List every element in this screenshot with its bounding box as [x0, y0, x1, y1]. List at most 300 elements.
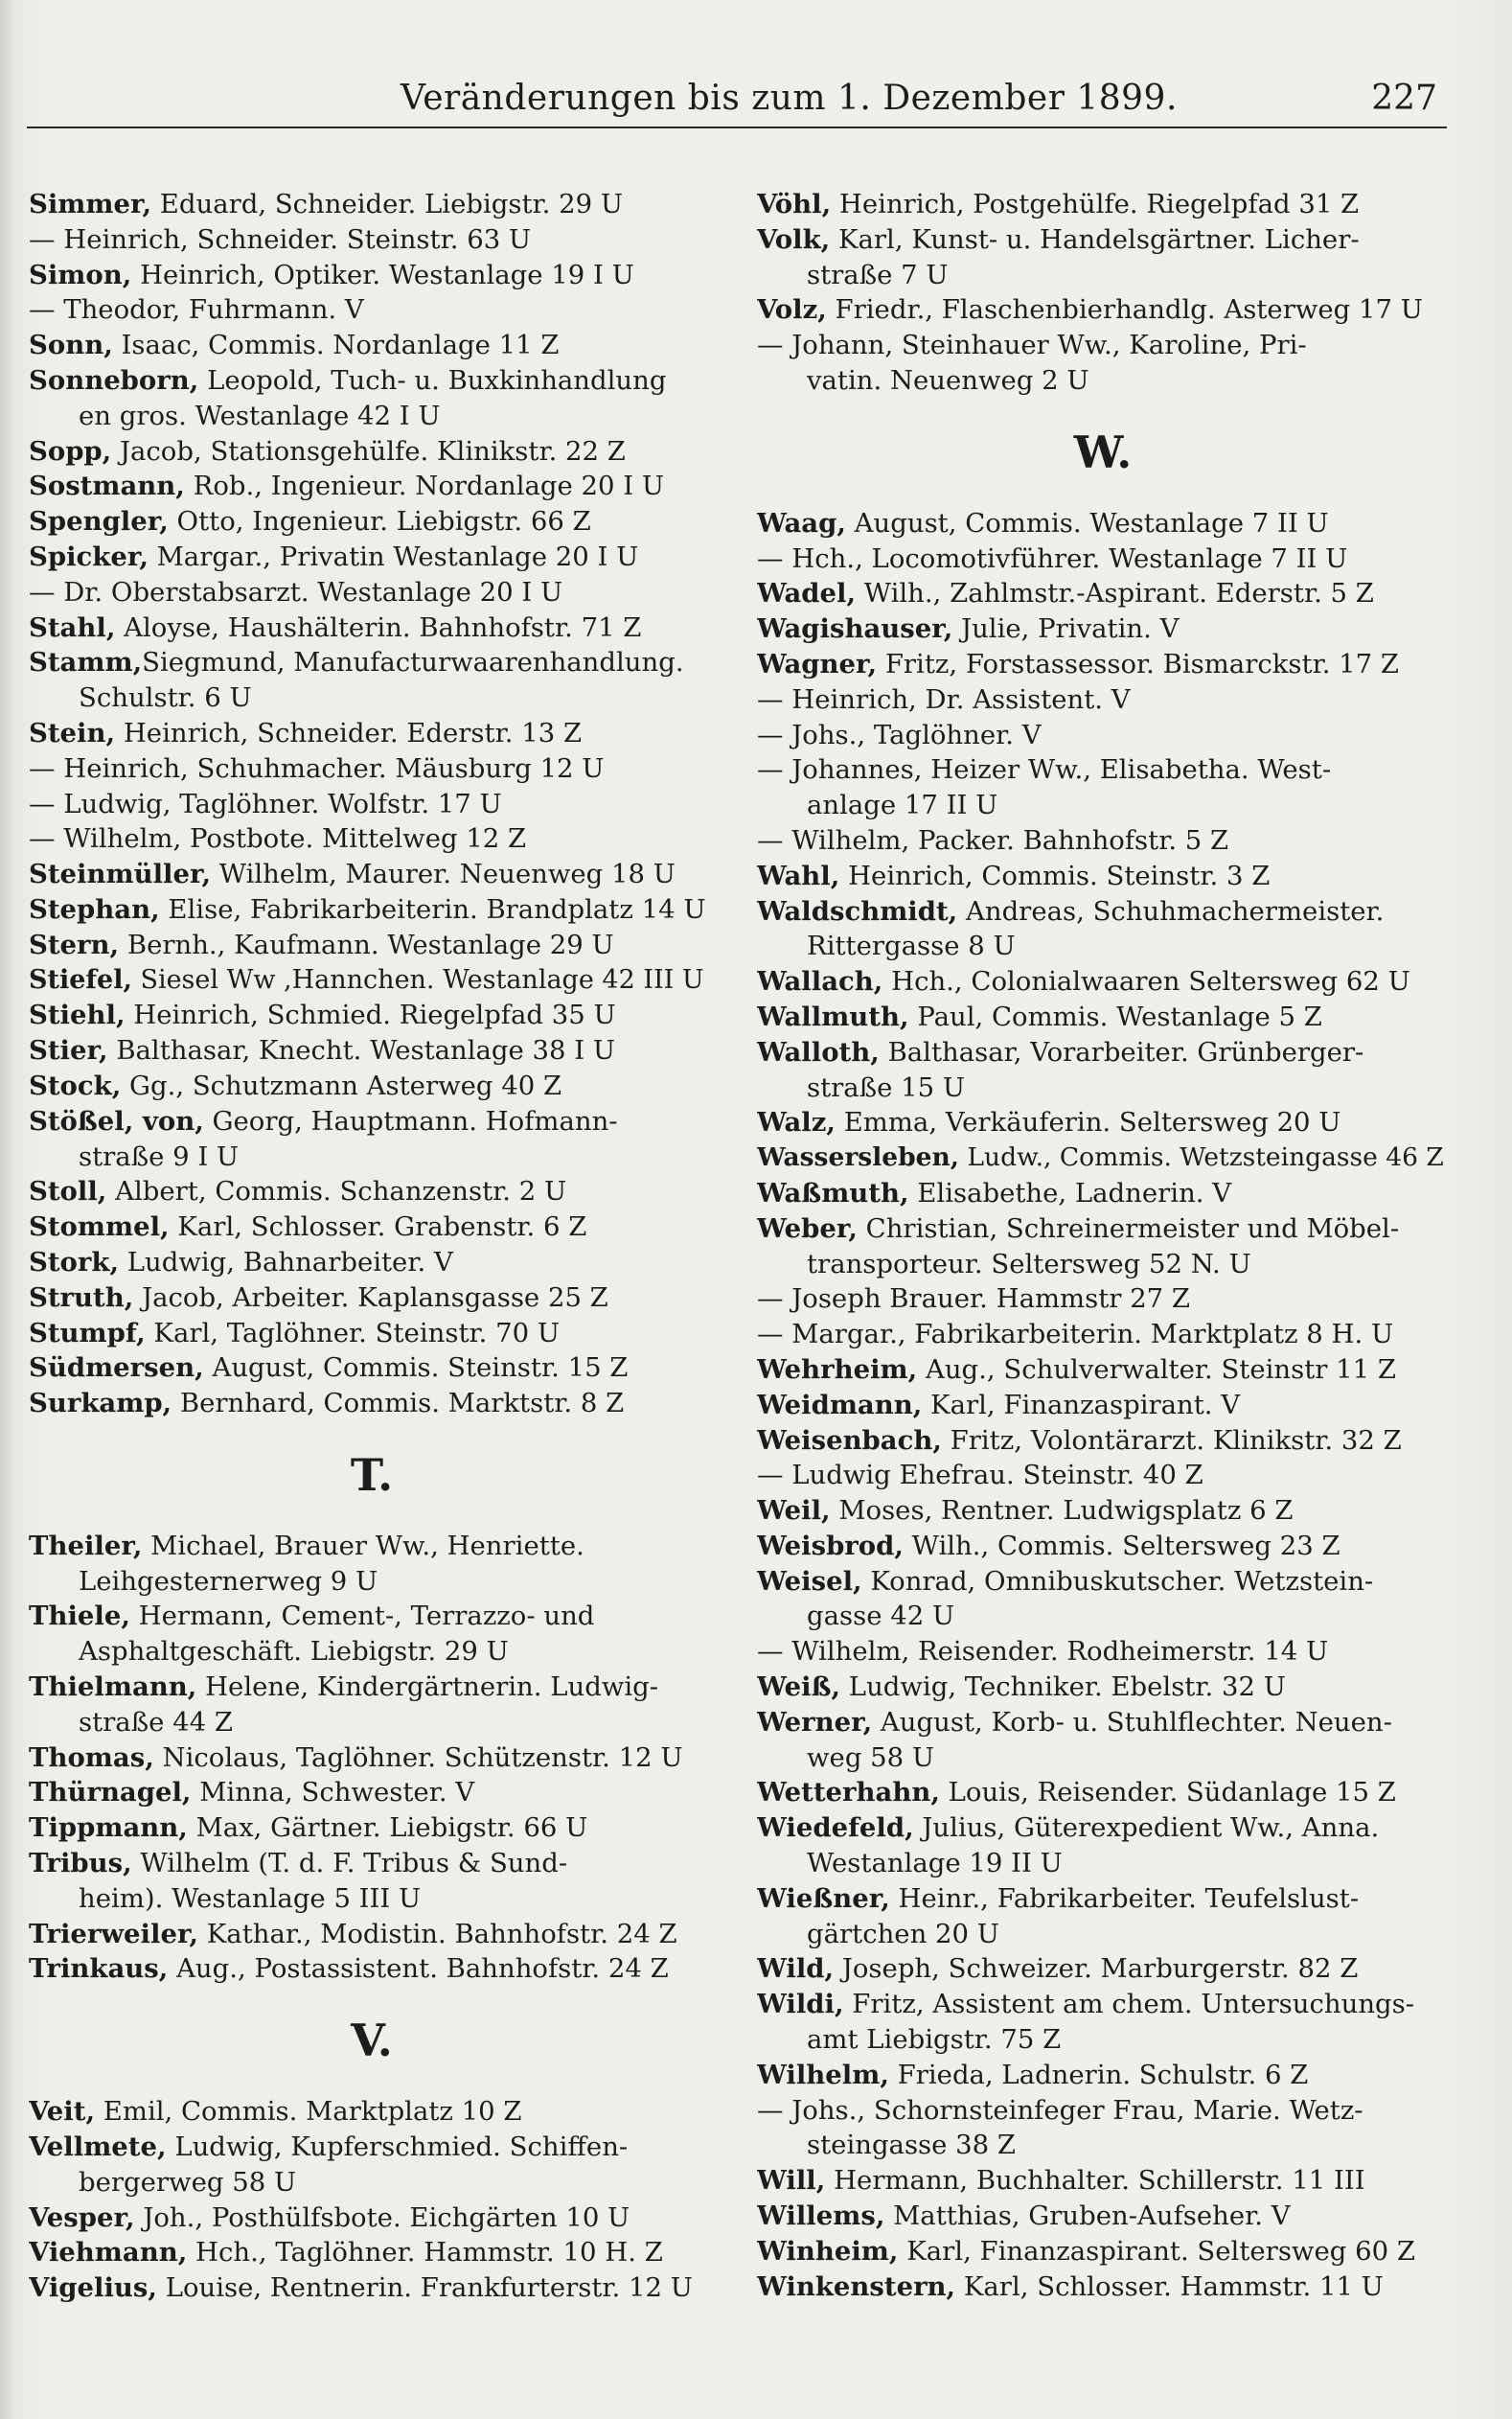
directory-entry [757, 2058, 1449, 2093]
entry-surname: Stahl, [29, 611, 116, 643]
entry-details: Heinrich, Commis. Steinstr. 3 Z [839, 860, 1271, 891]
entry-continuation [757, 1247, 1449, 1282]
directory-entry [757, 1775, 1449, 1810]
directory-entry [757, 1810, 1449, 1846]
directory-entry [757, 2163, 1449, 2199]
directory-entry [757, 1000, 1449, 1035]
entry-surname: Wagishauser, [757, 613, 953, 645]
directory-entry [29, 716, 715, 751]
directory-entry [757, 1493, 1449, 1529]
entry-surname: Struth, [29, 1281, 134, 1313]
directory-entry [29, 1951, 715, 1987]
entry-details: Wilhelm (T. d. F. Tribus & Sund- [131, 1848, 568, 1879]
entry-surname: Trinkaus, [29, 1953, 169, 1985]
entry-surname: Thiele, [29, 1601, 130, 1632]
entry-surname: Stiehl, [29, 1000, 126, 1031]
directory-entry [757, 647, 1449, 682]
directory-entry [757, 1458, 1449, 1493]
entry-surname: Veit, [29, 2096, 96, 2128]
entry-details: Frieda, Ladnerin. Schulstr. 6 Z [888, 2059, 1309, 2090]
entry-details: Bernh., Kaufmann. Westanlage 29 U [119, 929, 614, 960]
entry-details: Balthasar, Vorarbeiter. Grünberger- [879, 1036, 1364, 1068]
directory-entry [29, 998, 715, 1033]
entry-surname: Wehrheim, [757, 1353, 918, 1385]
entry-surname: Thielmann, [29, 1671, 197, 1703]
directory-entry [757, 823, 1449, 859]
entry-details: Emil, Commis. Marktplatz 10 Z [95, 2096, 522, 2128]
entry-surname: Vesper, [29, 2201, 135, 2233]
entry-surname: Weil, [757, 1495, 831, 1527]
entry-details: Louis, Reisender. Südanlage 15 Z [939, 1777, 1396, 1808]
entry-surname: Sopp, [29, 435, 112, 467]
directory-entry [29, 1740, 715, 1776]
entry-surname: Weisbrod, [757, 1530, 904, 1561]
directory-entry [29, 1033, 715, 1069]
entry-details: Fritz, Forstassessor. Bismarckstr. 17 Z [877, 648, 1400, 680]
entry-surname: Wadel, [757, 578, 857, 610]
entry-details: — Heinrich, Dr. Assistent. V [757, 683, 1131, 715]
directory-entry [757, 1140, 1449, 1176]
entry-details: gasse 42 U [807, 1601, 955, 1632]
directory-entry [29, 2200, 715, 2236]
entry-surname: Stern, [29, 929, 120, 960]
directory-entry [757, 2093, 1449, 2129]
entry-surname: Volz, [757, 294, 827, 326]
directory-entry [29, 575, 715, 611]
entry-surname: Stommel, [29, 1211, 170, 1243]
entry-continuation [29, 1705, 715, 1740]
entry-details: Joh., Posthülfsbote. Eichgärten 10 U [134, 2201, 630, 2233]
entry-details: Karl, Kunst- u. Handelsgärtner. Licher- [830, 223, 1360, 255]
entry-details: Siesel Ww ,Hannchen. Westanlage 42 III U [131, 964, 704, 995]
directory-entry [29, 292, 715, 328]
directory-entry [757, 1281, 1449, 1317]
directory-entry [757, 576, 1449, 611]
entry-details: Karl, Finanzaspirant. V [922, 1389, 1241, 1420]
directory-entry [757, 718, 1449, 753]
entry-details: Elise, Fabrikarbeiterin. Brandplatz 14 U [159, 893, 706, 925]
entry-details: amt Liebigstr. 75 Z [807, 2024, 1062, 2056]
entry-continuation [757, 929, 1449, 964]
entry-surname: Surkamp, [29, 1388, 172, 1419]
directory-entry [29, 1316, 715, 1351]
entry-details: Matthias, Gruben-Aufseher. V [884, 2200, 1291, 2232]
directory-entry [29, 1350, 715, 1386]
entry-details: Gg., Schutzmann Asterweg 40 Z [121, 1070, 562, 1101]
entry-details: heim). Westanlage 5 III U [79, 1882, 422, 1914]
directory-entry [29, 1245, 715, 1280]
entry-details: Andreas, Schuhmachermeister. [957, 895, 1385, 927]
directory-entry [757, 2269, 1449, 2305]
directory-entry [757, 752, 1449, 788]
directory-entry [29, 1104, 715, 1140]
entry-surname: Walloth, [757, 1036, 880, 1068]
entry-surname: Wilhelm, [757, 2059, 889, 2090]
entry-details: Georg, Hauptmann. Hofmann- [203, 1105, 618, 1137]
entry-surname: Willems, [757, 2200, 885, 2232]
entry-surname: Thomas, [29, 1741, 154, 1773]
entry-details: Moses, Rentner. Ludwigsplatz 6 Z [830, 1495, 1294, 1527]
directory-entry [29, 963, 715, 999]
entry-surname: Wallmuth, [757, 1001, 909, 1032]
entry-details: — Hch., Locomotivführer. Westanlage 7 II U [757, 542, 1348, 574]
entry-details: — Johs., Taglöhner. V [757, 719, 1042, 750]
entry-surname: Vigelius, [29, 2272, 157, 2304]
entry-surname: Waßmuth, [757, 1177, 909, 1209]
directory-entry [757, 187, 1449, 222]
entry-surname: Stumpf, [29, 1317, 146, 1348]
entry-continuation [757, 2022, 1449, 2058]
directory-entry [29, 611, 715, 646]
entry-details: Ludwig, Bahnarbeiter. V [119, 1246, 453, 1278]
entry-details: Elisabethe, Ladnerin. V [908, 1177, 1232, 1209]
entry-surname: Waag, [757, 507, 846, 539]
entry-details: Christian, Schreinermeister und Möbel- [857, 1212, 1400, 1244]
directory-entry [29, 1846, 715, 1881]
entry-details: Fritz, Volontärarzt. Klinikstr. 32 Z [941, 1424, 1402, 1456]
right-column [757, 187, 1449, 2304]
entry-details: Westanlage 19 II U [807, 1848, 1063, 1879]
directory-entry [757, 1705, 1449, 1740]
entry-details: Hermann, Cement-, Terrazzo- und [129, 1601, 595, 1632]
entry-details: — Johs., Schornsteinfeger Frau, Marie. Wetz- [757, 2094, 1363, 2126]
directory-entry [29, 2094, 715, 2130]
directory-entry [29, 328, 715, 363]
entry-surname: Stiefel, [29, 964, 132, 995]
entry-details: — Johannes, Heizer Ww., Elisabetha. West- [757, 754, 1332, 786]
entry-details: August, Korb- u. Stuhlflechter. Neuen- [872, 1706, 1392, 1738]
directory-entry [29, 787, 715, 822]
left-column [29, 187, 715, 2306]
entry-details: Isaac, Commis. Nordanlage 11 Z [112, 330, 560, 361]
entry-details: straße 7 U [807, 259, 949, 290]
entry-continuation [757, 788, 1449, 823]
directory-entry [757, 1388, 1449, 1423]
entry-details: Schulstr. 6 U [79, 682, 252, 714]
entry-details: Michael, Brauer Ww., Henriette. [142, 1530, 584, 1561]
entry-continuation [29, 1634, 715, 1670]
entry-details: — Wilhelm, Packer. Bahnhofstr. 5 Z [757, 824, 1229, 856]
entry-surname: Tippmann, [29, 1812, 188, 1844]
directory-entry [757, 506, 1449, 541]
entry-details: — Ludwig, Taglöhner. Wolfstr. 17 U [29, 788, 502, 819]
entry-details: Fritz, Assistent am chem. Untersuchungs- [843, 1989, 1415, 2020]
entry-details: Nicolaus, Taglöhner. Schützenstr. 12 U [153, 1741, 683, 1773]
entry-surname: Weber, [757, 1212, 858, 1244]
directory-entry [29, 363, 715, 399]
entry-surname: Trierweiler, [29, 1918, 199, 1949]
entry-details: Jacob, Arbeiter. Kaplansgasse 25 Z [133, 1281, 608, 1313]
entry-details: Leopold, Tuch- u. Buxkinhandlung [198, 364, 667, 396]
directory-entry [757, 1881, 1449, 1917]
entry-details: Karl, Schlosser. Hammstr. 11 U [955, 2270, 1384, 2302]
entry-details: Albert, Commis. Schanzenstr. 2 U [106, 1176, 567, 1208]
directory-entry [757, 2234, 1449, 2269]
section-letter: V. [351, 2015, 393, 2067]
entry-surname: Wahl, [757, 860, 840, 891]
entry-surname: Wild, [757, 1953, 835, 1985]
entry-details: Jacob, Stationsgehülfe. Klinikstr. 22 Z [111, 435, 626, 467]
entry-surname: Stier, [29, 1035, 108, 1067]
entry-details: Ludwig, Kupferschmied. Schiffen- [166, 2131, 629, 2163]
entry-details: Leihgesternerweg 9 U [79, 1565, 378, 1597]
entry-details: gärtchen 20 U [807, 1918, 999, 1949]
directory-entry [29, 892, 715, 928]
entry-details: — Heinrich, Schuhmacher. Mäusburg 12 U [29, 752, 605, 784]
directory-entry [29, 2235, 715, 2270]
entry-surname: Viehmann, [29, 2237, 188, 2269]
entry-details: bergerweg 58 U [79, 2166, 297, 2198]
entry-details: Ludw., Commis. Wetzsteingasse 46 Z [959, 1142, 1444, 1173]
entry-details: August, Commis. Westanlage 7 II U [845, 507, 1329, 539]
entry-continuation [29, 1881, 715, 1917]
entry-details: Heinrich, Optiker. Westanlage 19 I U [131, 259, 634, 290]
entry-surname: Stephan, [29, 893, 160, 925]
entry-details: vatin. Neuenweg 2 U [807, 364, 1089, 396]
entry-surname: Wassersleben, [757, 1142, 960, 1173]
directory-entry [757, 541, 1449, 577]
directory-entry [29, 1280, 715, 1316]
entry-details: Bernhard, Commis. Marktstr. 8 Z [172, 1388, 625, 1419]
directory-entry [757, 1987, 1449, 2022]
directory-entry [29, 2130, 715, 2165]
directory-entry [757, 328, 1449, 363]
entry-surname: Winheim, [757, 2235, 899, 2267]
entry-continuation [757, 258, 1449, 293]
entry-details: Wilh., Commis. Seltersweg 23 Z [903, 1530, 1340, 1561]
entry-details: Heinrich, Schmied. Riegelpfad 35 U [125, 1000, 616, 1031]
directory-entry [757, 2199, 1449, 2234]
entry-continuation [757, 1071, 1449, 1106]
section-letter: T. [350, 1448, 394, 1501]
entry-details: Asphaltgeschäft. Liebigstr. 29 U [79, 1636, 509, 1668]
entry-details: Heinr., Fabrikarbeiter. Teufelslust- [889, 1882, 1360, 1914]
entry-details: Rittergasse 8 U [807, 931, 1016, 962]
directory-entry [757, 292, 1449, 328]
page-edge [0, 0, 13, 2419]
entry-details: straße 9 I U [79, 1140, 240, 1172]
entry-surname: Stein, [29, 717, 116, 749]
entry-surname: Wießner, [757, 1882, 890, 1914]
entry-details: Balthasar, Knecht. Westanlage 38 I U [107, 1035, 616, 1067]
entry-details: weg 58 U [807, 1741, 935, 1773]
directory-entry [29, 434, 715, 470]
directory-entry [757, 1211, 1449, 1247]
directory-entry [29, 1775, 715, 1810]
directory-entry [757, 1317, 1449, 1352]
entry-details: Helene, Kindergärtnerin. Ludwig- [196, 1671, 659, 1703]
entry-details: Karl, Taglöhner. Steinstr. 70 U [145, 1317, 561, 1348]
entry-surname: Winkenstern, [757, 2270, 956, 2302]
entry-surname: Stock, [29, 1070, 122, 1101]
directory-entry [29, 1810, 715, 1846]
entry-surname: Werner, [757, 1706, 873, 1738]
entry-surname: Theiler, [29, 1530, 143, 1561]
entry-details: Minna, Schwester. V [191, 1777, 475, 1808]
directory-entry [29, 1529, 715, 1564]
directory-entry [29, 540, 715, 575]
entry-continuation [29, 1140, 715, 1175]
entry-surname: Vöhl, [757, 189, 832, 219]
entry-surname: Wagner, [757, 648, 878, 680]
entry-continuation [757, 1599, 1449, 1634]
entry-continuation [757, 1846, 1449, 1881]
entry-surname: Waldschmidt, [757, 895, 958, 927]
directory-entry [757, 222, 1449, 258]
entry-details: Julius, Güterexpedient Ww., Anna. [913, 1812, 1380, 1844]
entry-surname: Weidmann, [757, 1389, 923, 1420]
directory-entry [757, 611, 1449, 647]
entry-surname: Sostmann, [29, 471, 185, 502]
entry-details: — Ludwig Ehefrau. Steinstr. 40 Z [757, 1460, 1203, 1491]
entry-details: — Wilhelm, Reisender. Rodheimerstr. 14 U [757, 1636, 1329, 1668]
directory-entry [757, 1423, 1449, 1459]
entry-details: steingasse 38 Z [807, 2130, 1017, 2161]
entry-continuation [29, 680, 715, 716]
directory-entry [29, 1210, 715, 1245]
entry-details: anlage 17 II U [807, 790, 998, 821]
directory-entry [757, 1105, 1449, 1140]
directory-entry [29, 928, 715, 963]
entry-surname: Weisenbach, [757, 1424, 942, 1456]
entry-surname: Stamm, [29, 647, 143, 679]
entry-surname: Vellmete, [29, 2131, 167, 2163]
page-number: 227 [1371, 79, 1437, 118]
entry-details: en gros. Westanlage 42 I U [79, 400, 441, 431]
entry-details: Siegmund, Manufacturwaarenhandlung. [142, 647, 684, 679]
directory-entry [29, 222, 715, 258]
entry-continuation [29, 399, 715, 434]
entry-details: Wilhelm, Maurer. Neuenweg 18 U [211, 859, 676, 890]
entry-continuation [29, 2165, 715, 2200]
entry-surname: Thürnagel, [29, 1777, 192, 1808]
entry-surname: Stork, [29, 1246, 120, 1278]
entry-details: Aug., Postassistent. Bahnhofstr. 24 Z [168, 1953, 669, 1985]
entry-details: Hch., Colonialwaaren Seltersweg 62 U [882, 966, 1410, 998]
entry-surname: Weiß, [757, 1671, 841, 1703]
entry-surname: Wallach, [757, 966, 883, 998]
directory-entry [757, 894, 1449, 930]
entry-surname: Sonn, [29, 330, 113, 361]
directory-entry [29, 1174, 715, 1210]
section-letter: W. [1073, 426, 1133, 478]
entry-details: — Johann, Steinhauer Ww., Karoline, Pri- [757, 330, 1307, 361]
directory-entry [757, 1951, 1449, 1987]
entry-details: Friedr., Flaschenbierhandlg. Asterweg 17 U [826, 294, 1423, 326]
entry-surname: Stoll, [29, 1176, 107, 1208]
entry-continuation [757, 363, 1449, 399]
entry-details: Wilh., Zahlmstr.-Aspirant. Ederstr. 5 Z [856, 578, 1374, 610]
directory-entry [757, 682, 1449, 718]
entry-details: — Wilhelm, Postbote. Mittelweg 12 Z [29, 823, 527, 855]
entry-details: Otto, Ingenieur. Liebigstr. 66 Z [168, 506, 591, 538]
directory-entry [29, 857, 715, 892]
entry-details: Margar., Privatin Westanlage 20 I U [148, 541, 639, 572]
directory-entry [757, 1529, 1449, 1564]
entry-details: Louise, Rentnerin. Frankfurterstr. 12 U [156, 2272, 693, 2304]
directory-entry [29, 645, 715, 680]
entry-surname: Steinmüller, [29, 859, 212, 890]
directory-entry [757, 1035, 1449, 1071]
entry-surname: Stößel, von, [29, 1105, 204, 1137]
header-rule [27, 127, 1447, 128]
entry-details: Kathar., Modistin. Bahnhofstr. 24 Z [198, 1918, 677, 1949]
entry-details: Karl, Finanzaspirant. Seltersweg 60 Z [898, 2235, 1415, 2267]
entry-details: Emma, Verkäuferin. Seltersweg 20 U [835, 1107, 1341, 1139]
entry-details: straße 44 Z [79, 1706, 233, 1738]
entry-details: Aug., Schulverwalter. Steinstr 11 Z [917, 1353, 1397, 1385]
directory-entry [29, 821, 715, 857]
entry-details: Julie, Privatin. V [952, 613, 1180, 645]
entry-surname: Tribus, [29, 1848, 132, 1879]
directory-entry [29, 1386, 715, 1421]
entry-continuation [29, 1564, 715, 1600]
directory-entry [29, 1069, 715, 1104]
entry-surname: Walz, [757, 1107, 836, 1139]
directory-entry [29, 504, 715, 540]
directory-entry [29, 469, 715, 504]
entry-details: Max, Gärtner. Liebigstr. 66 U [187, 1812, 588, 1844]
entry-details: transporteur. Seltersweg 52 N. U [807, 1248, 1251, 1279]
directory-entry [29, 187, 715, 222]
directory-entry [29, 2270, 715, 2306]
entry-details: Heinrich, Schneider. Ederstr. 13 Z [115, 717, 583, 749]
directory-entry [29, 258, 715, 293]
running-head: Veränderungen bis zum 1. Dezember 1899. [401, 79, 1178, 118]
entry-details: Hermann, Buchhalter. Schillerstr. 11 III [825, 2165, 1365, 2197]
directory-entry [757, 1176, 1449, 1211]
entry-details: — Joseph Brauer. Hammstr 27 Z [757, 1283, 1191, 1315]
directory-entry [29, 1599, 715, 1634]
entry-continuation [757, 2128, 1449, 2163]
directory-entry [29, 751, 715, 787]
entry-details: — Theodor, Fuhrmann. V [29, 294, 364, 326]
directory-entry [757, 1564, 1449, 1600]
entry-surname: Südmersen, [29, 1352, 204, 1384]
directory-entry [29, 1670, 715, 1705]
directory-entry [757, 859, 1449, 894]
directory-entry [757, 1634, 1449, 1670]
directory-entry [757, 964, 1449, 1000]
entry-details: — Margar., Fabrikarbeiterin. Marktplatz 8 H. U [757, 1319, 1394, 1350]
entry-surname: Weisel, [757, 1565, 862, 1597]
entry-details: Karl, Schlosser. Grabenstr. 6 Z [169, 1211, 587, 1243]
entry-details: Paul, Commis. Westanlage 5 Z [908, 1001, 1322, 1032]
entry-surname: Sonneborn, [29, 364, 199, 396]
entry-details: Ludwig, Techniker. Ebelstr. 32 U [840, 1671, 1286, 1703]
entry-details: Joseph, Schweizer. Marburgerstr. 82 Z [834, 1953, 1359, 1985]
entry-details: Rob., Ingenieur. Nordanlage 20 I U [184, 471, 665, 502]
entry-continuation [757, 1740, 1449, 1776]
entry-details: straße 15 U [807, 1071, 965, 1103]
directory-entry [29, 1917, 715, 1952]
entry-surname: Spicker, [29, 541, 149, 572]
directory-entry [757, 1670, 1449, 1705]
entry-surname: Wiedefeld, [757, 1812, 914, 1844]
entry-details: Eduard, Schneider. Liebigstr. 29 U [151, 189, 624, 219]
entry-details: — Dr. Oberstabsarzt. Westanlage 20 I U [29, 576, 563, 608]
entry-surname: Wetterhahn, [757, 1777, 940, 1808]
entry-details: Aloyse, Haushälterin. Bahnhofstr. 71 Z [115, 611, 642, 643]
entry-details: Konrad, Omnibuskutscher. Wetzstein- [861, 1565, 1374, 1597]
entry-surname: Volk, [757, 223, 831, 255]
entry-details: August, Commis. Steinstr. 15 Z [203, 1352, 629, 1384]
entry-surname: Spengler, [29, 506, 169, 538]
entry-details: — Heinrich, Schneider. Steinstr. 63 U [29, 223, 532, 255]
entry-details: Hch., Taglöhner. Hammstr. 10 H. Z [187, 2237, 663, 2269]
entry-continuation [757, 1917, 1449, 1952]
directory-entry [757, 1352, 1449, 1388]
